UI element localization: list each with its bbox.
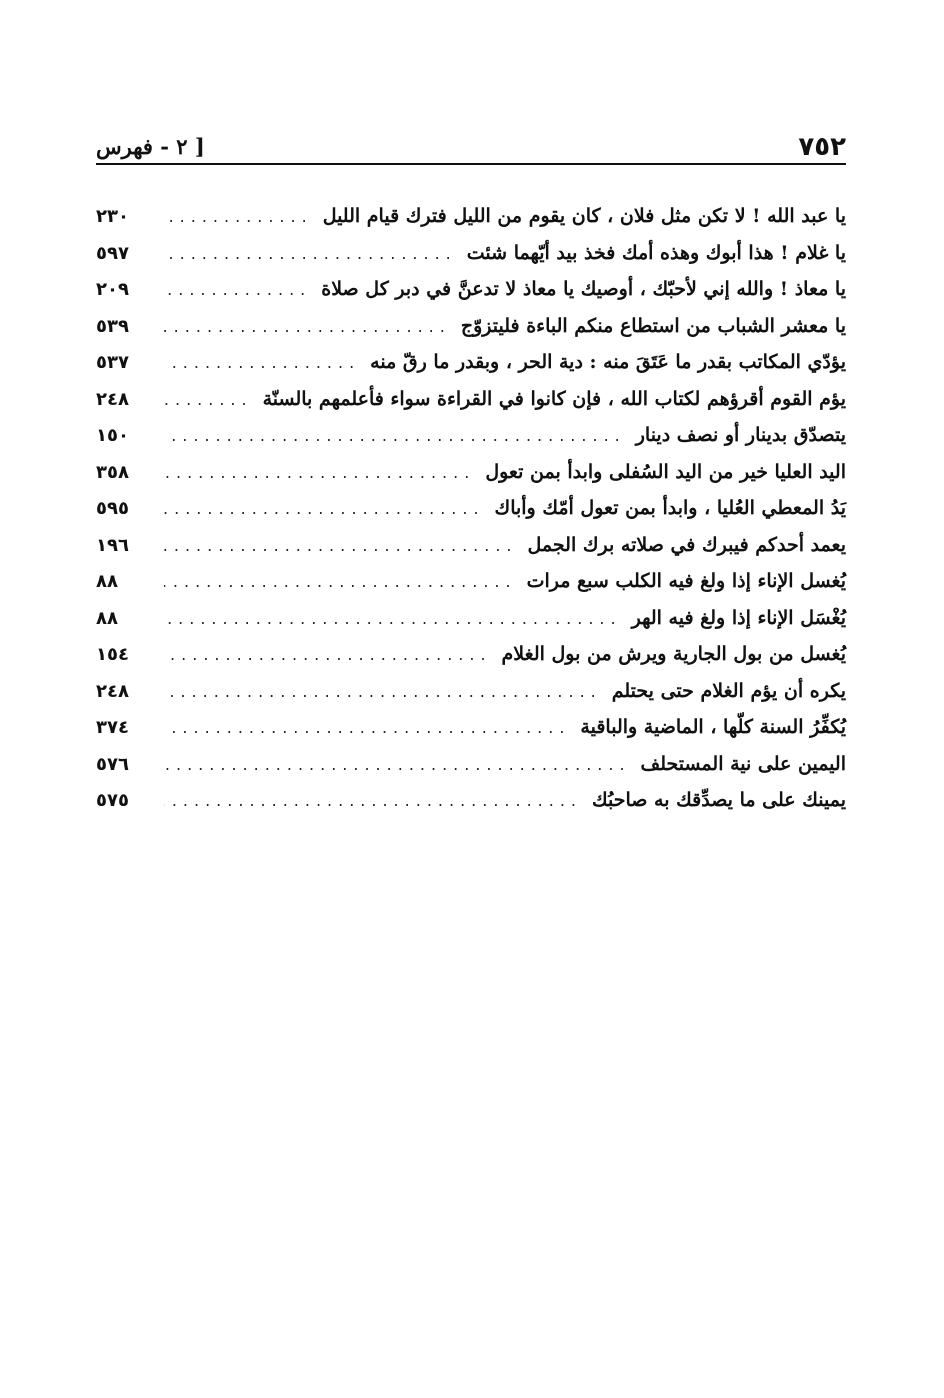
dot-leader: [164, 272, 311, 308]
dot-leader: [164, 528, 518, 564]
index-entry: [96, 308, 846, 345]
running-title: [ ٢ - فهرس: [96, 134, 205, 159]
entry-page-number: ٨٨: [96, 571, 118, 592]
entry-page-number: ٢٣٠: [96, 206, 129, 227]
index-list: [96, 198, 846, 819]
dot-leader: [164, 491, 485, 527]
dot-leader: [164, 455, 475, 491]
index-entry: [96, 746, 846, 783]
entry-text: يَدُ المعطي العُليا ، وابدأ بمن تعول أمّك وأباك: [494, 497, 846, 519]
index-entry: [96, 344, 846, 381]
entry-text: يُغسل الإناء إذا ولغ فيه الكلب سبع مرات: [526, 570, 846, 592]
entry-page-number: ١٩٦: [96, 534, 129, 556]
dot-leader: [164, 345, 360, 381]
entry-text: يُغسل من بول الجارية ويرش من بول الغلام: [501, 643, 846, 665]
index-entry: [96, 490, 846, 527]
dot-leader: [164, 710, 570, 746]
entry-page-number: ٣٥٨: [96, 461, 129, 483]
dot-leader: [164, 783, 582, 819]
dot-leader: [164, 637, 492, 673]
index-entry: [96, 235, 846, 272]
entry-page-number: ٥٩٥: [96, 498, 129, 519]
index-entry: [96, 636, 846, 673]
entry-text: يا عبد الله ! لا تكن مثل فلان ، كان يقوم من الليل فترك قيام الليل: [322, 205, 846, 227]
entry-page-number: ٥٣٩: [96, 315, 129, 337]
index-entry: [96, 454, 846, 491]
entry-page-number: ٢٠٩: [96, 279, 129, 300]
dot-leader: [164, 674, 602, 710]
entry-text: يتصدّق بدينار أو نصف دينار: [635, 424, 846, 446]
entry-text: يؤدّي المكاتب بقدر ما عَتَقَ منه : دية الحر ، وبقدر ما رقّ منه: [370, 351, 846, 373]
page-number: ٧٥٢: [798, 132, 846, 162]
entry-text: يمينك على ما يصدِّقك به صاحبُك: [592, 789, 846, 811]
index-entry: [96, 271, 846, 308]
dot-leader: [164, 382, 253, 418]
entry-text: يا معشر الشباب من استطاع منكم الباءة فليتزوّج: [460, 314, 846, 337]
index-entry: [96, 381, 846, 418]
index-entry: [96, 782, 846, 819]
entry-text: يكره أن يؤم الغلام حتى يحتلم: [611, 679, 846, 702]
index-entry: [96, 527, 846, 564]
entry-text: يؤم القوم أقرؤهم لكتاب الله ، فإن كانوا في القراءة سواء فأعلمهم بالسنّة: [262, 387, 846, 410]
dot-leader: [164, 601, 622, 637]
entry-text: يا غلام ! هذا أبوك وهذه أمك فخذ بيد أيّهما شئت: [466, 241, 846, 264]
entry-page-number: ٥٧٥: [96, 790, 129, 811]
entry-text: اليمين على نية المستحلف: [640, 752, 846, 775]
entry-page-number: ١٥٠: [96, 425, 129, 446]
entry-page-number: ٥٣٧: [96, 352, 129, 373]
entry-text: يعمد أحدكم فيبرك في صلاته برك الجمل: [527, 533, 846, 556]
entry-text: يُغْسَل الإناء إذا ولغ فيه الهر: [631, 606, 846, 629]
page-header: [96, 118, 846, 162]
entry-page-number: ٢٤٨: [96, 388, 129, 410]
index-entry: [96, 709, 846, 746]
entry-page-number: ٣٧٤: [96, 717, 129, 738]
dot-leader: [164, 309, 451, 345]
index-entry: [96, 198, 846, 235]
entry-page-number: ٢٤٨: [96, 680, 129, 702]
dot-leader: [164, 236, 457, 272]
header-rule: [96, 163, 846, 165]
entry-text: يا معاذ ! والله إني لأحبّك ، أوصيك يا معاذ لا تدعنَّ في دبر كل صلاة: [321, 278, 846, 300]
entry-page-number: ١٥٤: [96, 644, 129, 665]
dot-leader: [164, 747, 631, 783]
entry-page-number: ٨٨: [96, 607, 118, 629]
index-entry: [96, 563, 846, 600]
index-entry: [96, 673, 846, 710]
dot-leader: [164, 564, 517, 600]
entry-page-number: ٥٩٧: [96, 242, 129, 264]
dot-leader: [164, 418, 626, 454]
entry-text: اليد العليا خير من اليد السُفلى وابدأ بمن تعول: [485, 460, 846, 483]
entry-text: يُكفِّرُ السنة كلّها ، الماضية والباقية: [580, 716, 846, 738]
index-entry: [96, 417, 846, 454]
entry-page-number: ٥٧٦: [96, 753, 129, 775]
index-entry: [96, 600, 846, 637]
dot-leader: [164, 199, 313, 235]
